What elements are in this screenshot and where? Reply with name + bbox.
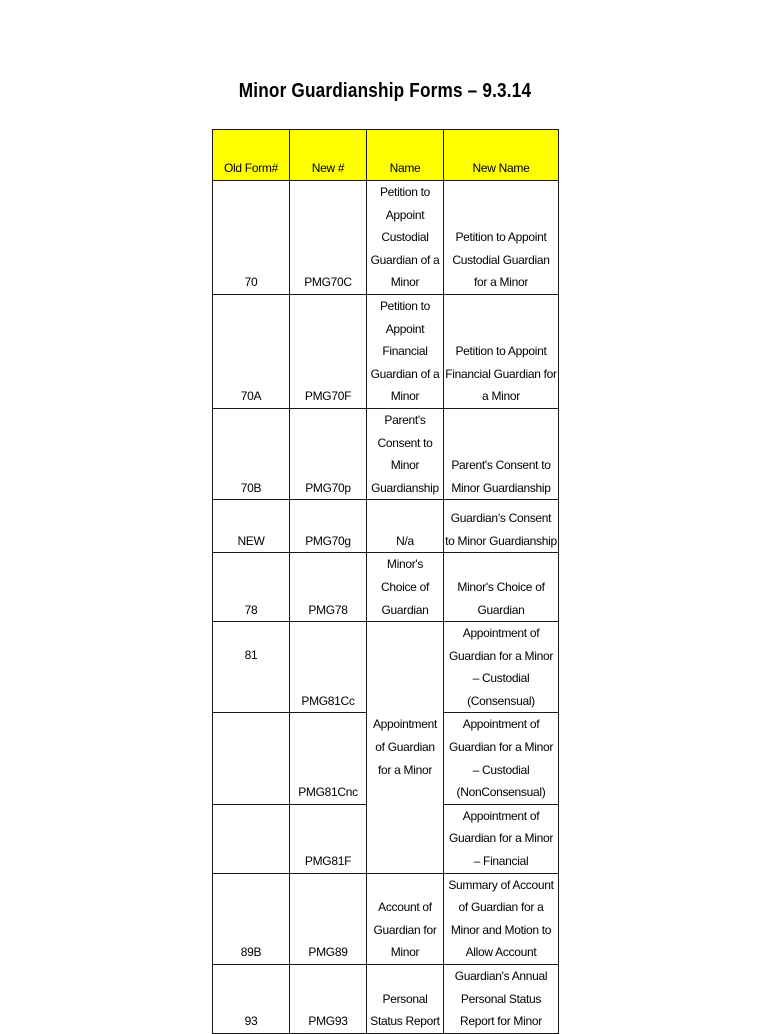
old-form-cell: 78	[213, 553, 290, 622]
new-number-cell: PMG70g	[290, 500, 367, 553]
table-row	[213, 553, 559, 622]
old-form-cell: 93	[213, 965, 290, 1034]
new-name-cell: Minor's Choice of Guardian	[444, 553, 559, 622]
new-number-cell: PMG81Cnc	[290, 713, 367, 804]
new-number-cell: PMG89	[290, 873, 367, 964]
name-cell: Petition to Appoint Financial Guardian of a Minor	[367, 294, 444, 408]
table-row	[213, 873, 559, 964]
new-name-cell: Guardian's Annual Personal Status Report for Minor	[444, 965, 559, 1034]
old-form-cell: 89B	[213, 873, 290, 964]
forms-table	[212, 129, 559, 1034]
new-number-cell: PMG81F	[290, 804, 367, 873]
old-form-cell: NEW	[213, 500, 290, 553]
table-header-row	[213, 130, 559, 181]
header-old-form: Old Form#	[213, 130, 290, 181]
header-name: Name	[367, 130, 444, 181]
table-row	[213, 181, 559, 295]
new-name-cell: Appointment of Guardian for a Minor – Custodial (NonConsensual)	[444, 713, 559, 804]
old-form-cell: 70B	[213, 408, 290, 499]
table-row	[213, 408, 559, 499]
new-number-cell: PMG78	[290, 553, 367, 622]
name-cell: Account of Guardian for Minor	[367, 873, 444, 964]
new-number-cell: PMG93	[290, 965, 367, 1034]
header-new-name: New Name	[444, 130, 559, 181]
name-cell: Parent's Consent to Minor Guardianship	[367, 408, 444, 499]
new-name-cell: Petition to Appoint Custodial Guardian for a Minor	[444, 181, 559, 295]
new-name-cell: Petition to Appoint Financial Guardian for a Minor	[444, 294, 559, 408]
old-form-cell	[213, 804, 290, 873]
new-name-cell: Summary of Account of Guardian for a Minor and Motion to Allow Account	[444, 873, 559, 964]
table-row	[213, 294, 559, 408]
name-cell: Minor's Choice of Guardian	[367, 553, 444, 622]
table-row	[213, 500, 559, 553]
old-form-cell: 70	[213, 181, 290, 295]
page-title: Minor Guardianship Forms – 9.3.14	[238, 80, 532, 102]
name-cell: Personal Status Report	[367, 965, 444, 1034]
new-number-cell: PMG70p	[290, 408, 367, 499]
new-name-cell: Appointment of Guardian for a Minor – Financial	[444, 804, 559, 873]
name-cell: N/a	[367, 500, 444, 553]
old-form-cell	[213, 713, 290, 804]
old-form-cell: 70A	[213, 294, 290, 408]
new-number-cell: PMG70F	[290, 294, 367, 408]
new-number-cell: PMG81Cc	[290, 622, 367, 713]
header-new-number: New #	[290, 130, 367, 181]
new-name-cell: Guardian’s Consent to Minor Guardianship	[444, 500, 559, 553]
old-form-cell: 81	[244, 648, 258, 663]
new-name-cell: Parent's Consent to Minor Guardianship	[444, 408, 559, 499]
new-name-cell: Appointment of Guardian for a Minor – Custodial (Consensual)	[444, 622, 559, 713]
name-cell-merged: Appointment of Guardian for a Minor	[367, 622, 444, 874]
new-number-cell: PMG70C	[290, 181, 367, 295]
table-row	[213, 965, 559, 1034]
table-row	[213, 622, 559, 713]
name-cell: Petition to Appoint Custodial Guardian of a Minor	[367, 181, 444, 295]
